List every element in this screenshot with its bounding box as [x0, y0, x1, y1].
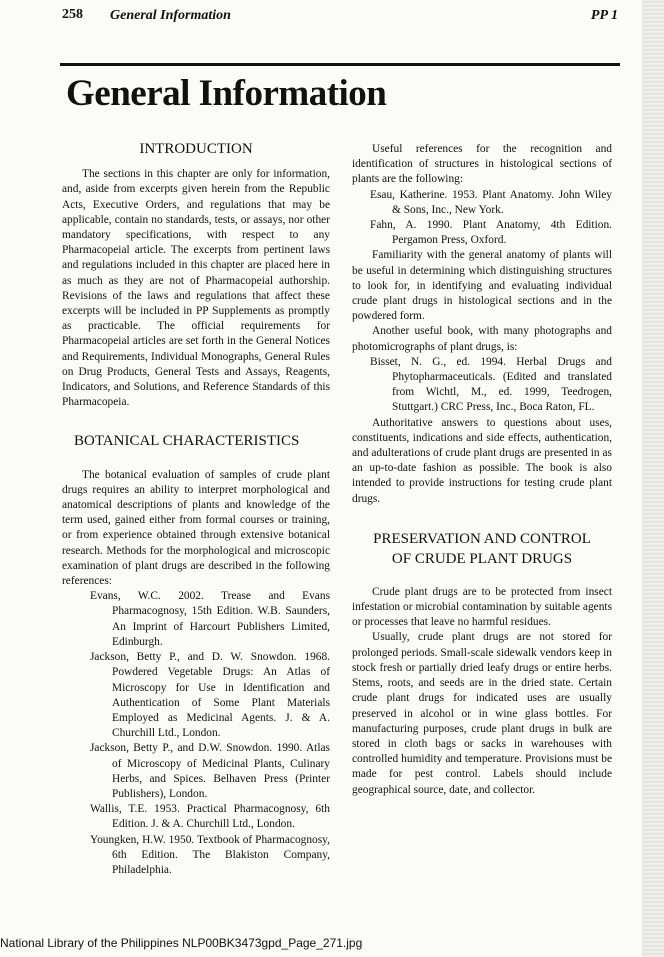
useful-book-paragraph: Another useful book, with many photographs and photomicrographs of plant drugs, is:: [352, 325, 612, 353]
botanical-paragraph: The botanical evaluation of samples of crude plant drugs requires an ability to interpret morphological and anatomical descriptions of plants and knowledge of the term used, gained either from formal courses or training, or from experience obtained through extensive botanical research. Methods for the morphological and microscopic examination of plant drugs are described in the following references:: [62, 468, 330, 588]
reference-item: Jackson, Betty P., and D. W. Snowdon. 1968. Powdered Vegetable Drugs: An Atlas of Microscopy for Use in Identification and Authentication of Some Plant Materials Employed as Medicinal Agents. J. & A. Churchill Ltd., London.: [90, 651, 330, 740]
reference-item: Wallis, T.E. 1953. Practical Pharmacognosy, 6th Edition. J. & A. Churchill Ltd., London.: [90, 803, 330, 831]
preservation-paragraph-1: Crude plant drugs are to be protected from insect infestation or microbial contamination by suitable agents or processes that leave no harmful residues.: [352, 585, 612, 629]
authoritative-paragraph: Authoritative answers to questions about uses, constituents, indications and side effects, authentication, and adulterations of crude plant drugs are presented in as an up-to-date fashion as possible. The book is also intended to provide instructions for testing crude plant drugs.: [352, 416, 612, 505]
page-title: General Information: [66, 73, 387, 114]
anatomy-paragraph: Familiarity with the general anatomy of plants will be useful in determining which distinguishing structures to look for, in identifying and evaluating individual crude plant drugs in histological sections and in the powdered form.: [352, 249, 612, 323]
reference-item: Youngken, H.W. 1950. Textbook of Pharmacognosy, 6th Edition. The Blakiston Company, Philadelphia.: [90, 833, 330, 876]
pp-label: PP 1: [590, 8, 618, 23]
preservation-heading: [352, 529, 612, 569]
reference-item: Bisset, N. G., ed. 1994. Herbal Drugs and Phytopharmaceuticals. (Edited and translated from Wichtl, M., ed. 1999, Teedrogen, Stuttgart.) CRC Press, Inc., Boca Raton, FL.: [370, 355, 612, 414]
intro-heading: INTRODUCTION: [139, 141, 253, 157]
running-head: General Information: [110, 8, 231, 23]
reference-item: Jackson, Betty P., and D.W. Snowdon. 1990. Atlas of Microscopy of Medicinal Plants, Culinary Herbs, and Spices. Belhaven Press (Printer Publishers), London.: [90, 742, 330, 800]
reference-item: Esau, Katherine. 1953. Plant Anatomy. John Wiley & Sons, Inc., New York.: [370, 188, 612, 216]
page-number: 258: [62, 7, 83, 22]
preservation-paragraph-2: Usually, crude plant drugs are not stored for prolonged periods. Small-scale sidewalk vendors keep in stock fresh or partially dried leafy drugs or entire herbs. Stems, roots, and seeds are in the dried state. Certain crude plant drugs for indicated uses are usually preserved in alcohol or in wine glass bottles. For manufacturing purposes, crude plant drugs in bulk are stored in cloth bags or sacks in warehouses with controlled humidity and temperature. Provisions must be made for pest control. Labels should include geographical source, date, and collector.: [352, 631, 612, 796]
left-column: [62, 142, 330, 878]
reference-item: Fahn, A. 1990. Plant Anatomy, 4th Edition. Pergamon Press, Oxford.: [370, 219, 612, 247]
intro-paragraph: The sections in this chapter are only for information, and, aside from excerpts given herein from the Republic Acts, Executive Orders, and regulations that may be applicable, contain no standards, tests, or assays, nor other mandatory specifications, with respect to any Pharmacopeial article. The excerpts from pertinent laws and regulations included in this chapter are placed here in as much as they are not of Pharmacopeial authorship. Revisions of the laws and regulations that affect these excerpts will be included in PP Supplements as promptly as practicable. The official requirements for Pharmacopeial articles are set forth in the General Notices and Requirements, Individual Monographs, General Rules on Drug Products, General Tests and Assays, Reagents, Indicators, and Solutions, and Reference Standards of this Pharmacopeia.: [62, 168, 330, 409]
right-column: [352, 142, 612, 798]
title-rule: [60, 63, 620, 66]
histology-paragraph: Useful references for the recognition and identification of structures in histological sections of plants are the following:: [352, 143, 612, 186]
preservation-heading-line1: PRESERVATION AND CONTROL: [373, 530, 591, 547]
scan-footer: National Library of the Philippines NLP00BK3473gpd_Page_271.jpg: [0, 936, 363, 950]
botanical-heading: BOTANICAL CHARACTERISTICS: [74, 433, 300, 450]
preservation-heading-line2: OF CRUDE PLANT DRUGS: [391, 550, 573, 567]
reference-item: Evans, W.C. 2002. Trease and Evans Pharmacognosy, 15th Edition. W.B. Saunders, An Imprint of Harcourt Publishers Limited, Edinburgh.: [90, 590, 330, 648]
scan-edge: [642, 0, 664, 957]
